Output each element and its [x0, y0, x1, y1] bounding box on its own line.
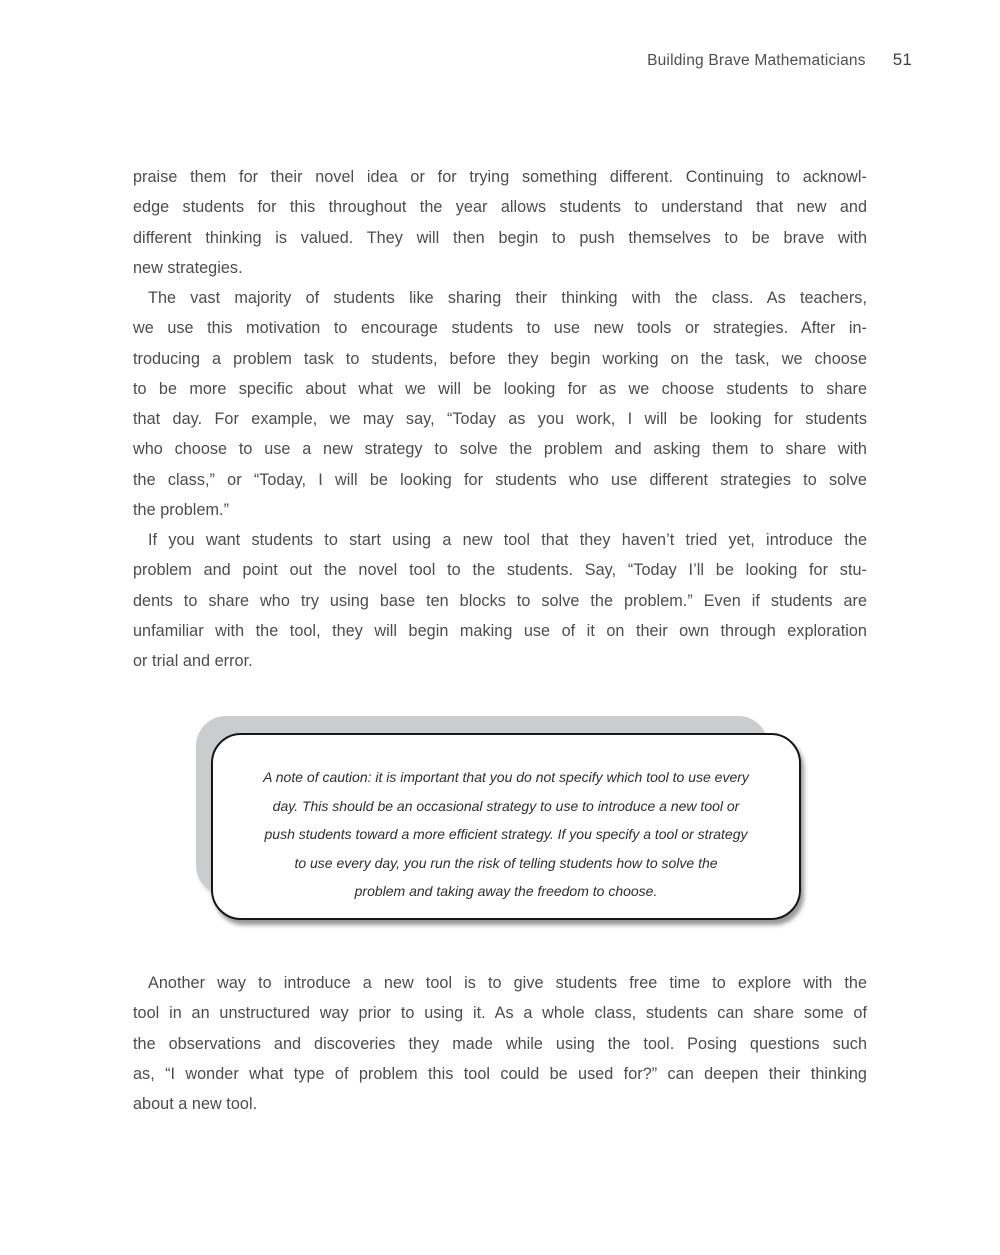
text-line: or trial and error. — [133, 652, 253, 670]
text-line: troducing a problem task to students, before they begin working on the task, we choose — [133, 349, 867, 368]
text-line: dents to share who try using base ten blocks to solve the problem.” Even if students are — [133, 591, 867, 610]
callout-text-line: to use every day, you run the risk of telling students how to solve the — [294, 854, 718, 871]
text-line: Another way to introduce a new tool is to give students free time to explore with the — [148, 974, 867, 992]
paragraph — [133, 968, 867, 1119]
page-number: 51 — [892, 50, 912, 69]
callout-text-line: A note of caution: it is important that you do not specify which tool to use every — [263, 769, 749, 785]
callout-text-line: push students toward a more efficient strategy. If you specify a tool or strategy — [264, 826, 748, 842]
text-line: the class,” or “Today, I will be looking for students who use different strategies to solve — [133, 470, 867, 489]
page-header — [647, 50, 912, 70]
text-line: to be more specific about what we will be looking for as we choose students to share — [133, 379, 867, 398]
paragraph — [133, 283, 867, 525]
running-head: Building Brave Mathematicians — [647, 52, 866, 69]
paragraph-after-callout — [133, 968, 867, 1119]
callout-text-line: problem and taking away the freedom to choose. — [354, 883, 658, 899]
text-line: If you want students to start using a new tool that they haven’t tried yet, introduce the — [148, 531, 867, 549]
paragraphs-before-callout — [133, 162, 867, 676]
text-line: that day. For example, we may say, “Today as you work, I will be looking for students — [133, 410, 867, 428]
paragraph — [133, 525, 867, 676]
paragraph — [133, 162, 867, 283]
caution-callout — [196, 716, 808, 928]
text-line: new strategies. — [133, 258, 243, 277]
text-line: The vast majority of students like sharing their thinking with the class. As teachers, — [148, 289, 867, 307]
text-line: who choose to use a new strategy to solve the problem and asking them to share with — [133, 440, 867, 459]
text-line: as, “I wonder what type of problem this tool could be used for?” can deepen their thinking — [133, 1064, 867, 1083]
callout-text — [213, 763, 799, 906]
callout-box — [211, 733, 801, 920]
text-line: about a new tool. — [133, 1095, 258, 1113]
callout-text-line: day. This should be an occasional strategy to use to introduce a new tool or — [272, 797, 740, 814]
text-line: we use this motivation to encourage students to use new tools or strategies. After in- — [133, 319, 867, 338]
text-line: different thinking is valued. They will then begin to push themselves to be brave with — [133, 228, 867, 247]
text-line: tool in an unstructured way prior to using it. As a whole class, students can share some of — [133, 1004, 867, 1023]
text-line: the observations and discoveries they made while using the tool. Posing questions such — [133, 1034, 867, 1053]
text-line: problem and point out the novel tool to the students. Say, “Today I’ll be looking for stu- — [133, 561, 867, 580]
text-line: edge students for this throughout the year allows students to understand that new and — [133, 198, 867, 217]
text-line: unfamiliar with the tool, they will begin making use of it on their own through exploration — [133, 621, 867, 640]
text-line: the problem.” — [133, 500, 230, 519]
text-line: praise them for their novel idea or for trying something different. Continuing to acknowl- — [133, 168, 867, 186]
